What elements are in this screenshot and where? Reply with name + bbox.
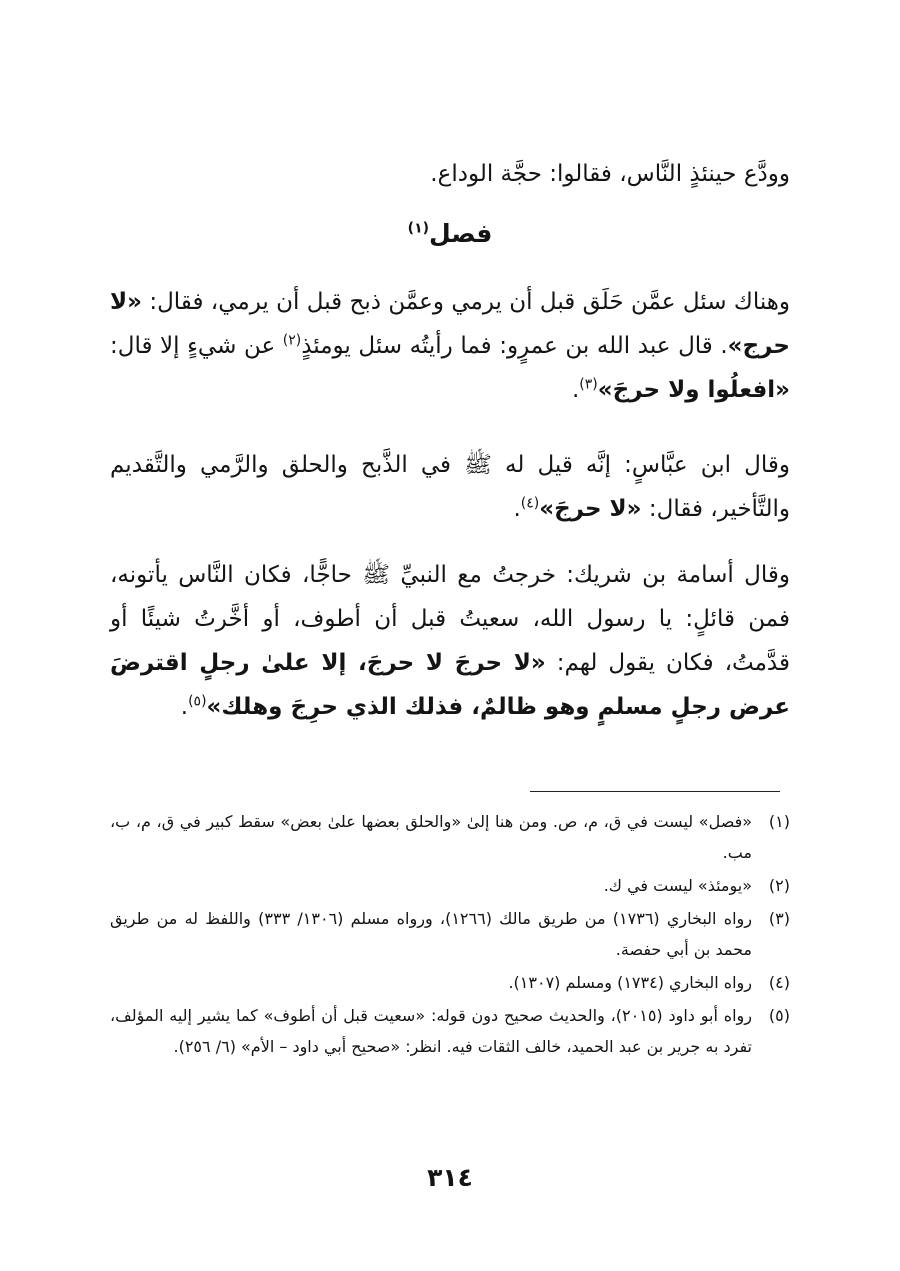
footnote-text: «فصل» ليست في ق، م، ص. ومن هنا إلىٰ «والحلق بعضها علىٰ بعض» سقط كبير في ق، م، ب، مب. <box>110 812 752 862</box>
footnote-text: رواه البخاري (١٧٣٦) من طريق مالك (١٢٦٦)، ورواه مسلم (١٣٠٦/ ٣٣٣) واللفظ له من طريق محمد بن أبي حفصة. <box>110 909 752 959</box>
footnote-number: (٢) <box>768 876 790 895</box>
paragraph-1 <box>110 280 790 412</box>
footnote-number: (١) <box>768 812 790 831</box>
footnote-4 <box>110 967 790 998</box>
paragraph-3-end: . <box>180 694 189 720</box>
paragraph-1-text-a: وهناك سئل عمَّن حَلَق قبل أن يرمي وعمَّن ذبح قبل أن يرمي، فقال: <box>141 289 790 315</box>
paragraph-1-quote-b: «افعلُوا ولا حرجَ» <box>597 377 790 403</box>
paragraph-3 <box>110 553 790 729</box>
footnote-1 <box>110 806 790 868</box>
paragraph-3-quote: «لا حرجَ لا حرجَ، إلا علىٰ رجلٍ اقترضَ عرض رجلٍ مسلمٍ وهو ظالمٌ، فذلك الذي حرِجَ وهلك» <box>110 650 790 720</box>
footnote-3 <box>110 903 790 965</box>
paragraph-1-text-b: . قال عبد الله بن عمرٍو: فما رأيتُه سئل يومئذٍ <box>301 333 728 359</box>
section-heading <box>110 212 790 256</box>
footnote-text: «يومئذ» ليست في ك. <box>603 876 752 895</box>
page-number: ٣١٤ <box>427 1163 473 1192</box>
paragraph-2-quote: «لا حرجَ» <box>539 496 642 522</box>
paragraph-1-end: . <box>571 377 580 403</box>
footnote-2 <box>110 870 790 901</box>
footnote-ref-2: (٢) <box>282 332 302 349</box>
paragraph-2 <box>110 443 790 531</box>
footnotes-list <box>110 806 790 1064</box>
footnote-divider <box>530 791 780 792</box>
paragraph-2-end: . <box>513 496 521 522</box>
footnote-number: (٥) <box>768 1006 790 1025</box>
paragraph-1-text-c: عن شيءٍ إلا قال: <box>110 333 283 359</box>
footnote-text: رواه أبو داود (٢٠١٥)، والحديث صحيح دون قوله: «سعيت قبل أن أطوف» كما يشير إليه المؤلف، تفرد به جرير بن عبد الحميد، خالف الثقات فيه. انظر: «صحيح أبي داود – الأم» (٦/ ٢٥٦). <box>110 1006 752 1056</box>
footnote-number: (٤) <box>768 973 790 992</box>
intro-line: وودَّع حينئذٍ النَّاس، فقالوا: حجَّة الوداع. <box>430 161 790 187</box>
footnote-number: (٣) <box>768 909 790 928</box>
footnote-5 <box>110 1000 790 1062</box>
footnote-text: رواه البخاري (١٧٣٤) ومسلم (١٣٠٧). <box>508 973 752 992</box>
paragraph-3-text: وقال أسامة بن شريك: خرجتُ مع النبيِّ ﷺ حاجًّا، فكان النَّاس يأتونه، فمن قائلٍ: يا رسول الله، سعيتُ قبل أن أطوف، أو أخَّرتُ شيئًا أو قدَّمتُ، فكان يقول لهم: <box>110 562 790 676</box>
paragraph-1-quote-a: «لا حرج» <box>110 289 790 359</box>
footnote-ref-1: (١) <box>407 220 430 237</box>
footnote-ref-4: (٤) <box>520 495 540 512</box>
section-heading-title: فصل <box>429 219 493 248</box>
paragraph-2-text: وقال ابن عبَّاسٍ: إنَّه قيل له ﷺ في الذَّبح والحلق والرَّمي والتَّقديم والتَّأخير، فقال: <box>110 452 790 522</box>
footnote-ref-3: (٣) <box>579 376 598 393</box>
footnote-ref-5: (٥) <box>188 693 207 710</box>
